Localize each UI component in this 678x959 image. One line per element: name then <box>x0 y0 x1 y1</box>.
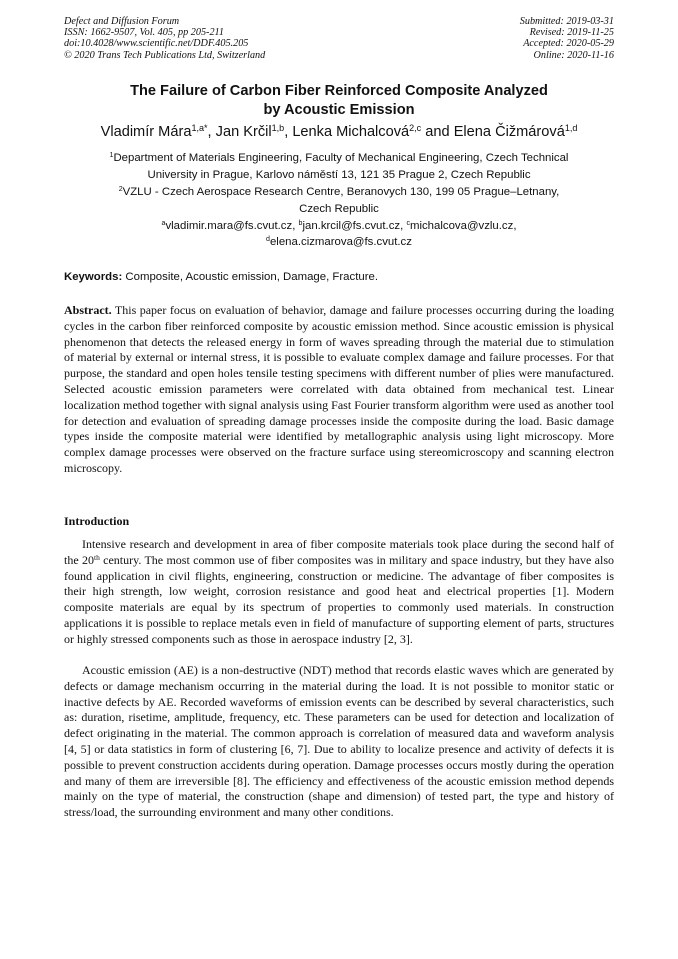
online-date: Online: 2020-11-16 <box>533 49 614 61</box>
email-mark: d <box>266 235 270 243</box>
introduction-paragraph-2: Acoustic emission (AE) is a non-destructive (NDT) method that records elastic waves which are generated by defects or damage mechanism occurring in the material during the load. It is not possible to monitor static or inactive defects by AE. Recorded waveforms of emission events can be described by several characteristics, such as: duration, risetime, amplitude, frequency, etc. These parameters can be used for detection and localization of defect originating in the material. The common approach is correlation of measured data and waveform analysis [4, 5] or data statistics in form of clustering [6, 7]. Due to ability to localize presence and activity of defects it is possible to prevent construction accidents during operation. Damage processes occurs mostly during the operation and many of them are irreversible [8]. The efficiency and effectiveness of the acoustic emission method depends mainly on the type of material, the construction (shape and dimension) of tested part, the type and history of stress/load, the surrounding environment and many other conditions. <box>64 663 614 820</box>
paragraph-text: century. The most common use of fiber composites was in military and space industry, but they have also found application in civil flights, engineering, construction or medicine. The advantage of fiber composites is their high strength, low weight, corrosion resistance and good heat and electrical properties [1]. Modern composite materials are equal by its spectrum of properties to commonly used materials. In construction applications it is possible to replace metals even in field of manufacture of supporting element of parts, structures or highly stressed components such as those in aerospace industry [2, 3]. <box>64 552 614 646</box>
submitted-date: Submitted: 2019-03-31 <box>519 16 614 27</box>
affiliation-mark: 1 <box>109 152 114 160</box>
title-line-1: The Failure of Carbon Fiber Reinforced Composite Analyzed <box>130 83 548 99</box>
keywords-text: Composite, Acoustic emission, Damage, Fracture. <box>122 271 378 283</box>
affiliation-text: Department of Materials Engineering, Faculty of Mechanical Engineering, Czech Technical <box>113 152 569 164</box>
author-name: Lenka Michalcová <box>292 124 410 140</box>
email-address[interactable]: michalcova@vzlu.cz, <box>409 220 517 232</box>
issn-volume: ISSN: 1662-9507, Vol. 405, pp 205-211 <box>64 27 224 39</box>
affiliation-text: Czech Republic <box>299 202 379 215</box>
email-mark: b <box>298 220 303 228</box>
publication-info <box>64 16 265 61</box>
email-address[interactable]: elena.cizmarova@fs.cvut.cz <box>269 235 412 248</box>
affiliation-text: University in Prague, Karlovo náměstí 13, 121 35 Prague 2, Czech Republic <box>147 168 531 181</box>
doi: doi:10.4028/www.scientific.net/DDF.405.205 <box>64 38 249 50</box>
author-list <box>64 124 614 140</box>
publication-dates <box>520 16 614 61</box>
ordinal-suffix: th <box>94 552 100 562</box>
abstract <box>64 303 614 477</box>
copyright: © 2020 Trans Tech Publications Ltd, Switzerland <box>64 49 266 61</box>
author-name: Jan Krčil <box>215 124 272 140</box>
affiliation-1 <box>64 150 614 183</box>
email-mark: c <box>406 220 410 228</box>
paper-title <box>64 82 614 119</box>
author-affiliation-mark: 2,c <box>409 123 422 134</box>
abstract-label: Abstract. <box>64 303 112 317</box>
author-name: Elena Čižmárová <box>453 124 565 140</box>
introduction-paragraph-1 <box>64 537 614 648</box>
author-name: Vladimír Mára <box>100 124 192 140</box>
keywords <box>64 271 614 283</box>
author-separator: and <box>421 124 454 140</box>
journal-name: Defect and Diffusion Forum <box>64 16 180 27</box>
author-affiliation-mark: 1,b <box>271 123 285 134</box>
email-address[interactable]: vladimir.mara@fs.cvut.cz, <box>165 220 299 232</box>
affiliation-text: VZLU - Czech Aerospace Research Centre, Beranovych 130, 199 05 Prague–Letnany, <box>122 186 560 198</box>
keywords-label: Keywords: <box>64 271 123 283</box>
author-emails <box>64 219 614 250</box>
author-separator: , <box>284 124 293 140</box>
author-separator: , <box>207 124 216 140</box>
accepted-date: Accepted: 2020-05-29 <box>523 38 614 50</box>
author-affiliation-mark: 1,d <box>564 123 578 134</box>
email-address[interactable]: jan.krcil@fs.cvut.cz, <box>302 220 407 232</box>
abstract-text: This paper focus on evaluation of behavior, damage and failure processes occurring during the loading cycles in the carbon fiber reinforced composite by acoustic emission method. Since acoustic emission is physical phenomenon that detects the released energy in form of waves spreading through the material due to stimulation of material by external or internal stress, it is possible to evaluate complex damage and failure processes. For that purpose, the standard and open holes tensile testing specimens with different number of plies were manufactured. Selected acoustic emission parameters were correlated with data obtained from mechanical test. Linear localization method together with signal analysis using Fast Fourier transform algorithm were used as another tool for detection and evaluation of spreading damage processes inside the composite during the load. Basic damage types inside the composite material were identified by metallographic analysis using light microscopy. More complex damage processes were observed on the fracture surface using stereomicroscopy and scanning electron microscopy. <box>64 303 614 475</box>
introduction-heading: Introduction <box>64 514 130 528</box>
affiliation-2 <box>64 184 614 217</box>
title-line-2: by Acoustic Emission <box>263 101 415 118</box>
author-affiliation-mark: 1,a* <box>191 123 208 134</box>
paragraph-text: Intensive research and development in area of fiber composite materials took place during the second half of the 20 <box>64 537 614 567</box>
affiliation-mark: 2 <box>118 186 123 194</box>
email-mark: a <box>161 220 166 228</box>
revised-date: Revised: 2019-11-25 <box>529 27 614 39</box>
